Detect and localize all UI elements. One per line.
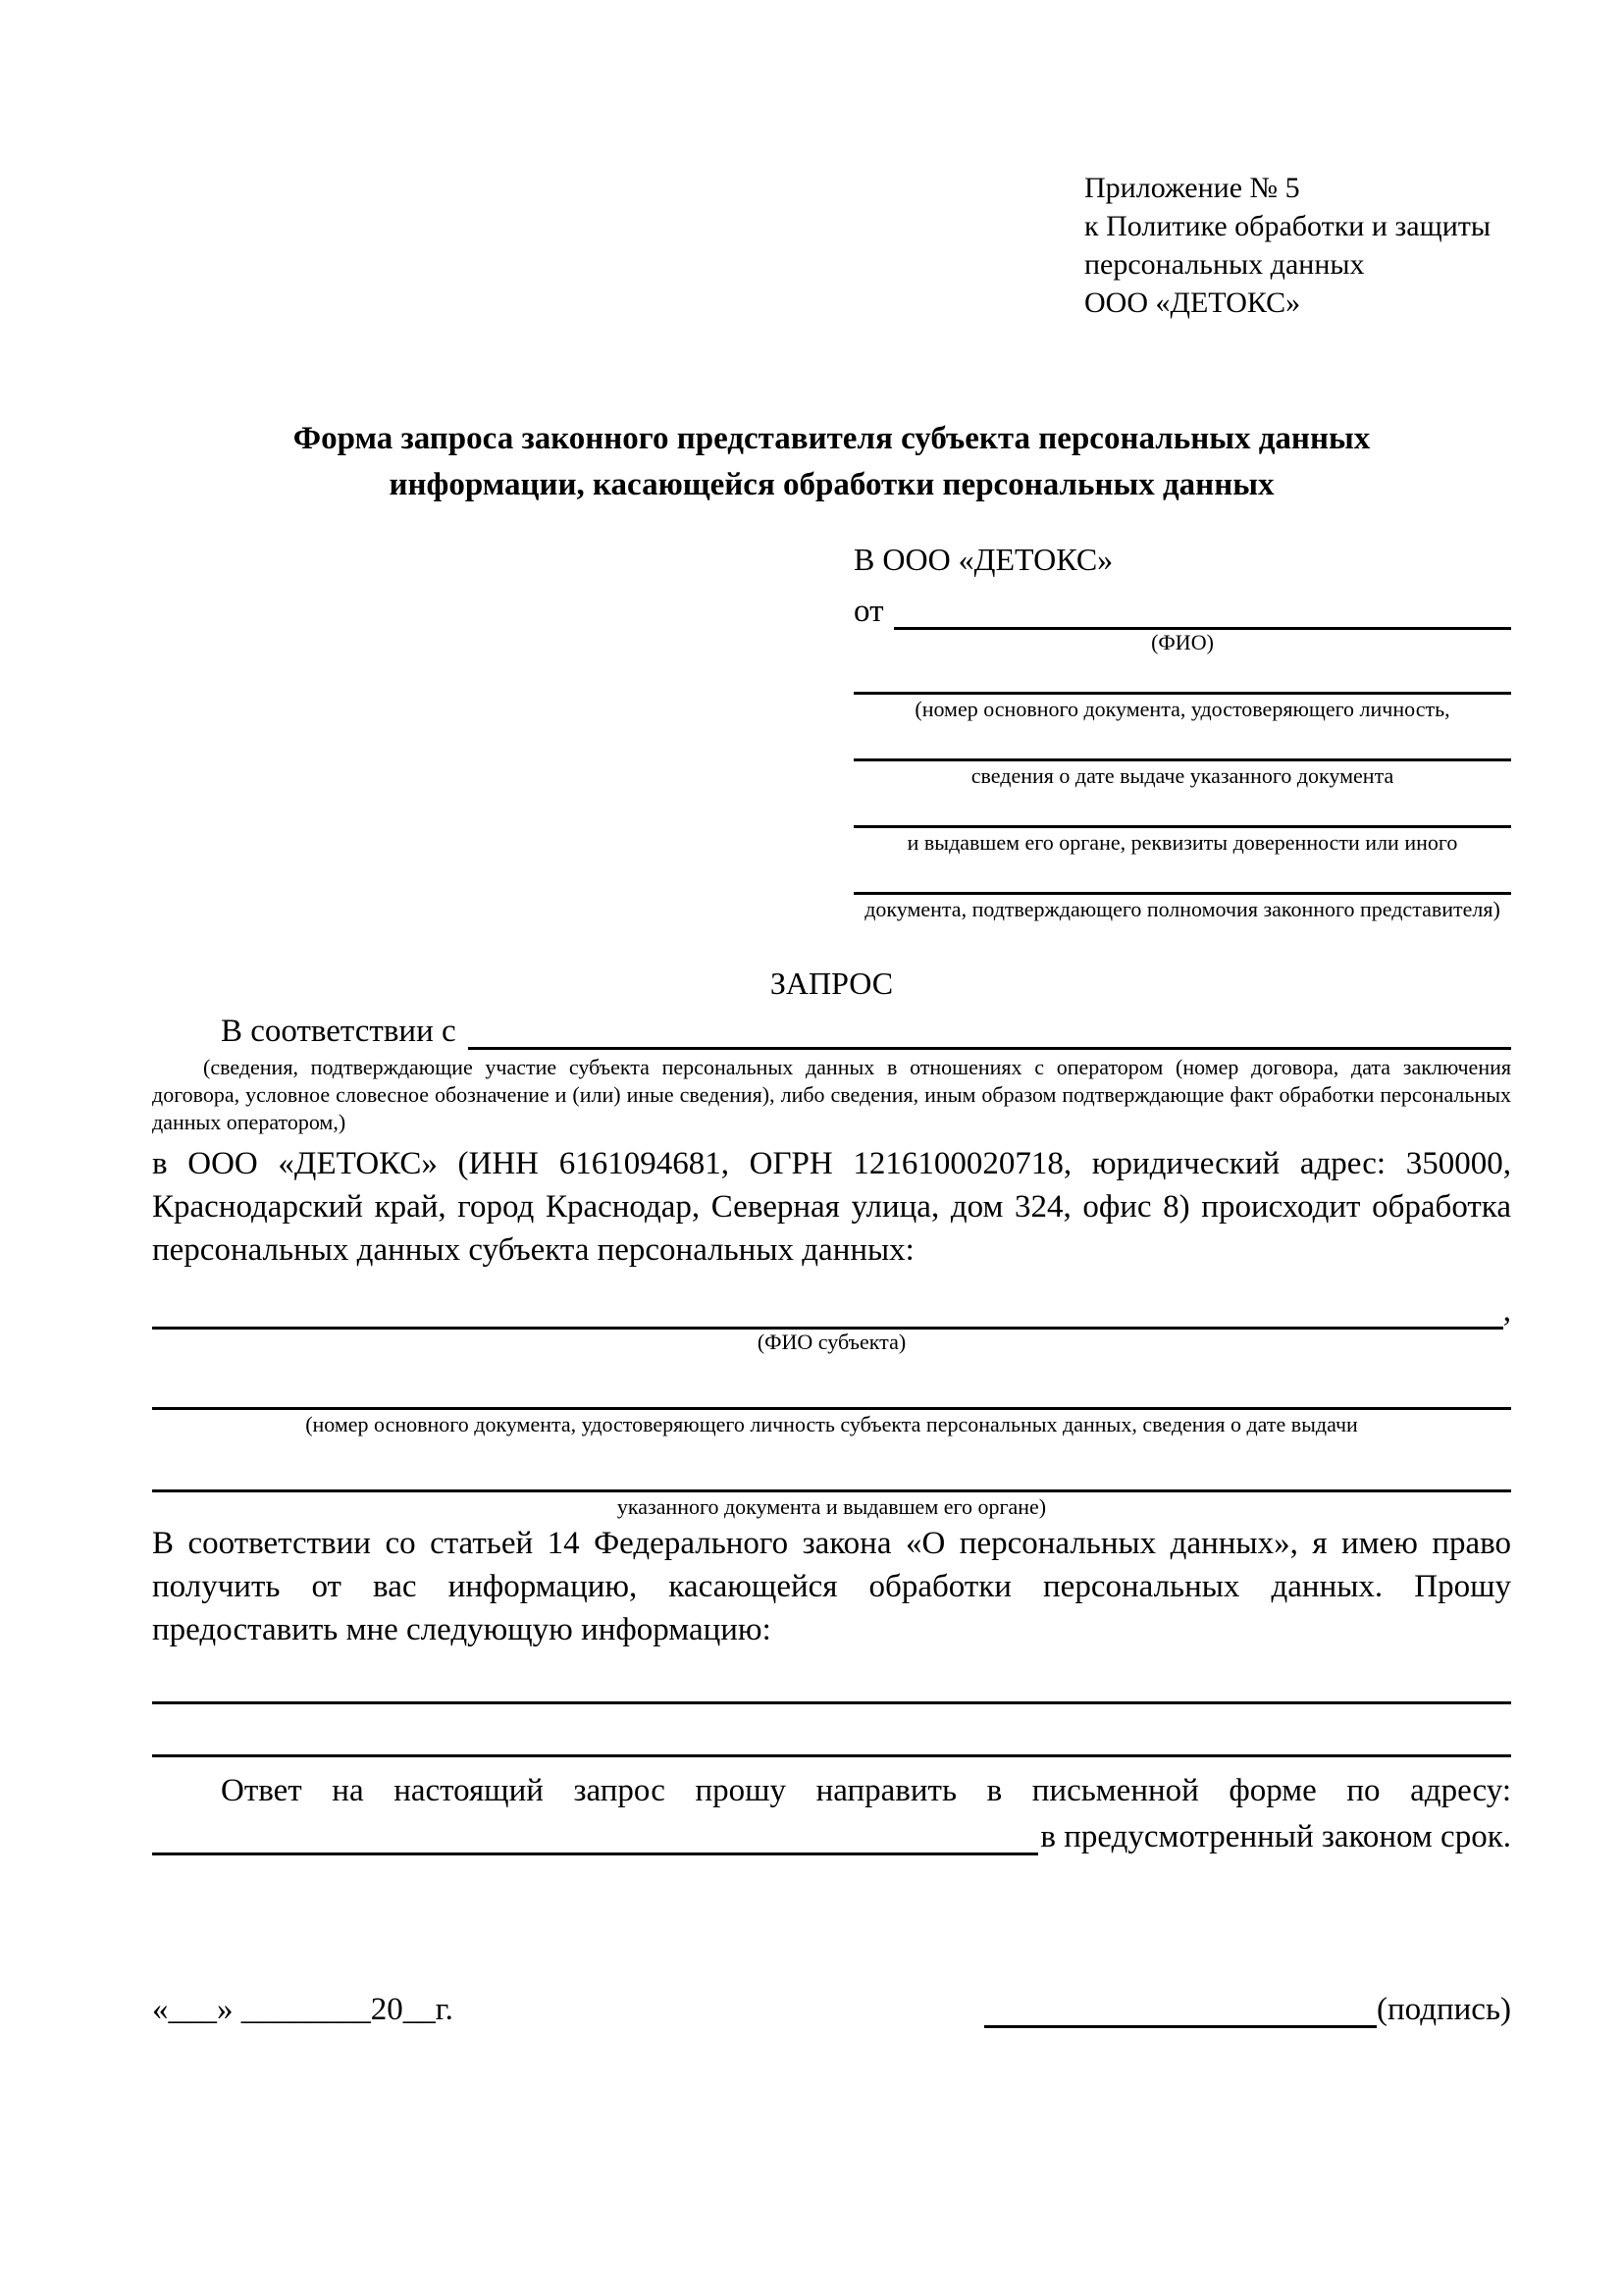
form-title-line: информации, касающейся обработки персональных данных bbox=[389, 467, 1275, 502]
form-title bbox=[152, 416, 1511, 508]
info-blank-line-2 bbox=[152, 1706, 1511, 1757]
subject-fio-blank-line bbox=[152, 1296, 1503, 1330]
address-blank-line bbox=[152, 1816, 1038, 1855]
appendix-note-line: Приложение № 5 bbox=[1084, 172, 1300, 204]
date-blank: «___» ________20__г. bbox=[152, 1992, 453, 2027]
doc-info-group-4 bbox=[854, 865, 1511, 922]
basis-blank-line bbox=[468, 1009, 1511, 1050]
doc-info-blank-line-3 bbox=[854, 799, 1511, 828]
request-heading: ЗАПРОС bbox=[769, 965, 894, 1001]
footer-row bbox=[152, 1989, 1511, 2028]
addressee-org: В ООО «ДЕТОКС» bbox=[854, 542, 1114, 577]
doc-info-blank-line-4 bbox=[854, 865, 1511, 895]
doc-info-blank-line-2 bbox=[854, 732, 1511, 761]
doc-info-group-3 bbox=[854, 799, 1511, 856]
form-title-line: Форма запроса законного представителя субъекта персональных данных bbox=[292, 421, 1371, 456]
subject-doc-group-2 bbox=[152, 1459, 1511, 1520]
info-blank-line-1 bbox=[152, 1671, 1511, 1704]
doc-info-caption-2: сведения о дате выдаче указанного документа bbox=[970, 763, 1394, 788]
subject-doc-blank-line-2 bbox=[152, 1459, 1511, 1492]
doc-info-caption-3: и выдавшем его органе, реквизиты доверенности или иного bbox=[907, 830, 1458, 855]
subject-doc-blank-line-1 bbox=[152, 1377, 1511, 1410]
doc-info-blank-line-1 bbox=[854, 665, 1511, 695]
doc-info-caption-1: (номер основного документа, удостоверяющего личность, bbox=[915, 697, 1450, 721]
appendix-note-line: персональных данных bbox=[1084, 248, 1365, 281]
law-paragraph: В соответствии со статьей 14 Федерального закона «О персональных данных», я имею право получить от вас информацию, касающейся обработки персональных данных. Прошу предоставить мне следующую информацию: bbox=[152, 1526, 1511, 1647]
reply-deadline-text: в предусмотренный законом срок. bbox=[1040, 1819, 1511, 1854]
fio-blank-line bbox=[894, 591, 1512, 630]
addressee-block bbox=[854, 540, 1511, 922]
subject-fio-row bbox=[152, 1293, 1511, 1330]
signature-group bbox=[984, 1989, 1511, 2028]
appendix-note bbox=[1084, 169, 1511, 322]
subject-doc-group-1 bbox=[152, 1377, 1511, 1437]
signature-caption: (подпись) bbox=[1377, 1992, 1511, 2027]
doc-info-group-1 bbox=[854, 665, 1511, 722]
subject-doc-caption-2: указанного документа и выдавшем его органе) bbox=[616, 1494, 1047, 1519]
doc-info-group-2 bbox=[854, 732, 1511, 789]
from-label: от bbox=[854, 594, 884, 629]
basis-caption: (сведения, подтверждающие участие субъекта персональных данных в отношениях с оператором (номер договора, дата заключения договора, условное словесное обозначение и (или) иные сведения), либо сведения, иным образом подтверждающие факт обработки персональных данных оператором,) bbox=[152, 1055, 1511, 1134]
reply-paragraph: Ответ на настоящий запрос прошу направить в письменной форме по адресу: bbox=[221, 1773, 1511, 1808]
subject-doc-caption-1: (номер основного документа, удостоверяющего личность субъекта персональных данных, сведения о дате выдачи bbox=[305, 1412, 1358, 1436]
subject-line-comma: , bbox=[1502, 1293, 1511, 1329]
basis-label: В соответствии с bbox=[221, 1014, 456, 1049]
appendix-note-line: к Политике обработки и защиты bbox=[1084, 210, 1492, 242]
fio-caption: (ФИО) bbox=[1151, 630, 1214, 654]
operator-paragraph: в ООО «ДЕТОКС» (ИНН 6161094681, ОГРН 1216100020718, юридический адрес: 350000, Краснодарский край, город Краснодар, Северная улица, дом 324, офис 8) происходит обработка персональных данных субъекта персональных данных: bbox=[152, 1146, 1511, 1268]
from-row bbox=[854, 591, 1511, 630]
appendix-note-line: ООО «ДЕТОКС» bbox=[1084, 287, 1301, 319]
subject-fio-caption: (ФИО субъекта) bbox=[757, 1330, 907, 1354]
signature-line bbox=[984, 1989, 1377, 2028]
doc-info-caption-4: документа, подтверждающего полномочия законного представителя) bbox=[864, 897, 1500, 921]
basis-row bbox=[152, 1009, 1511, 1050]
reply-address-row bbox=[152, 1816, 1511, 1855]
